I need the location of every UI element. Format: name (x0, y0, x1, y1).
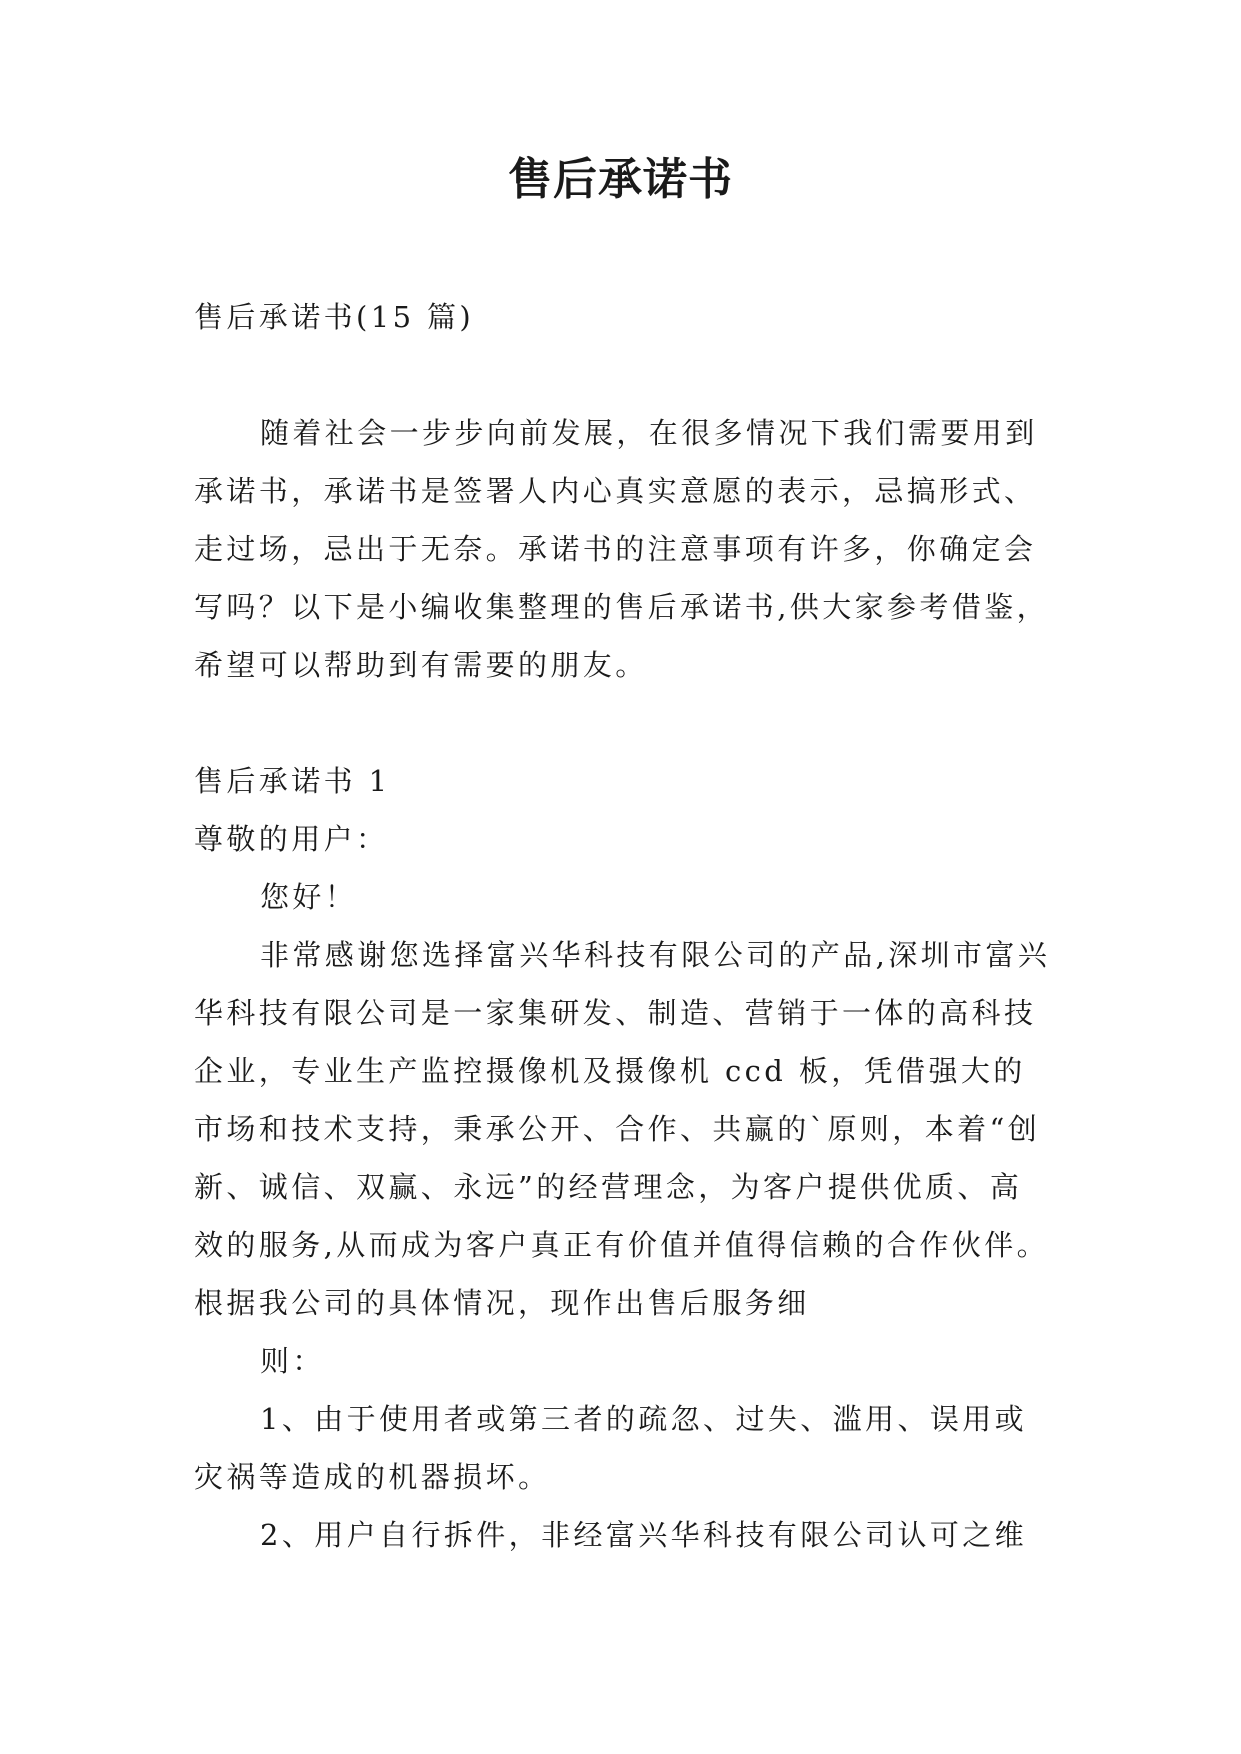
document-subtitle: 售后承诺书(15 篇) (194, 300, 475, 334)
spacer (194, 694, 1054, 752)
section-heading: 售后承诺书 1 (194, 764, 391, 798)
document-body (194, 288, 1054, 1564)
list-item-2: 2、用户自行拆件，非经富兴华科技有限公司认可之维 (260, 1518, 1028, 1552)
list-item-1: 1、由于使用者或第三者的疏忽、过失、滥用、误用或灾祸等造成的机器损坏。 (194, 1402, 1028, 1494)
salutation: 尊敬的用户： (194, 822, 389, 856)
intro-paragraph: 随着社会一步步向前发展，在很多情况下我们需要用到承诺书，承诺书是签署人内心真实意愿的表示，忌搞形式、走过场，忌出于无奈。承诺书的注意事项有许多，你确定会写吗？以下是小编收集整理的售后承诺书,供大家参考借鉴，希望可以帮助到有需要的朋友。 (194, 416, 1050, 682)
greeting: 您好！ (260, 880, 358, 914)
spacer (194, 346, 1054, 404)
document-title: 售后承诺书 (508, 154, 733, 205)
rules-label: 则： (260, 1344, 325, 1378)
body-paragraph: 非常感谢您选择富兴华科技有限公司的产品,深圳市富兴华科技有限公司是一家集研发、制造、营销于一体的高科技企业，专业生产监控摄像机及摄像机 ccd 板，凭借强大的市场和技术支持，秉承公开、合作、共赢的`原则，本着“创新、诚信、双赢、永远”的经营理念，为客户提供优质、高效的服务,从而成为客户真正有价值并值得信赖的合作伙伴。根据我公司的具体情况，现作出售后服务细 (194, 938, 1051, 1320)
